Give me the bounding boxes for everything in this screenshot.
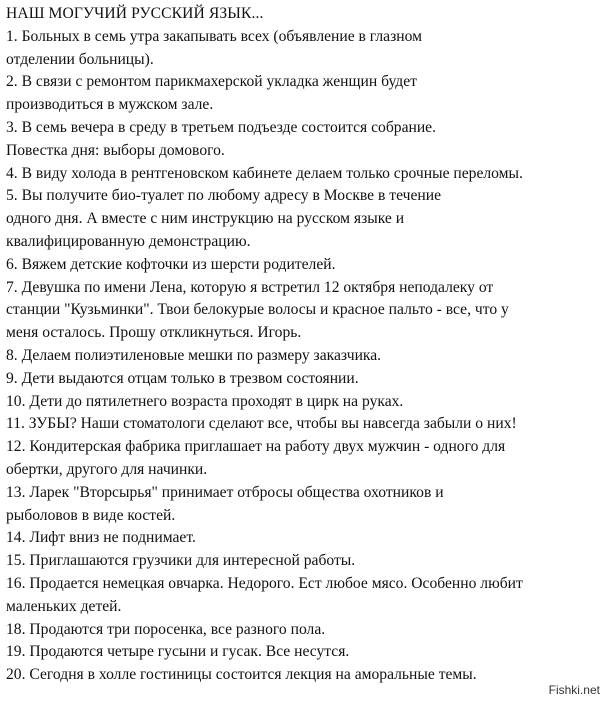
announcement-line: 20. Сегодня в холле гостиницы состоится лекция на аморальные темы. [6,666,477,684]
announcement-item [6,573,604,619]
announcement-line: 18. Продаются три поросенка, все разного пола. [6,620,326,638]
announcement-line: 5. Вы получите био-туалет по любому адресу в Москве в течение [6,187,441,205]
announcement-line: рыболовов в виде костей. [6,506,176,524]
announcement-item [6,550,604,573]
announcement-line: 2. В связи с ремонтом парикмахерской укладка женщин будет [6,73,417,91]
announcement-list [6,26,604,687]
announcement-line: отделении больницы). [6,50,154,68]
announcement-item [6,413,604,436]
document [6,3,604,687]
announcement-line: 10. Дети до пятилетнего возраста проходят в цирк на руках. [6,392,404,410]
announcement-line: обертки, другого для начинки. [6,460,208,478]
announcement-line: 14. Лифт вниз не поднимает. [6,529,196,547]
announcement-item [6,26,604,72]
announcement-line: 6. Вяжем детские кофточки из шерсти родителей. [6,255,336,273]
announcement-item [6,254,604,277]
announcement-item [6,641,604,664]
announcement-item [6,664,604,687]
announcement-item [6,482,604,528]
announcement-item [6,368,604,391]
announcement-item [6,185,604,253]
announcement-line: квалифицированную демонстрацию. [6,232,251,250]
announcement-item [6,277,604,345]
announcement-item [6,117,604,163]
announcement-item [6,163,604,186]
announcement-line: 3. В семь вечера в среду в третьем подъезде состоится собрание. [6,118,437,136]
announcement-line: 15. Приглашаются грузчики для интересной работы. [6,552,356,570]
announcement-line: 1. Больных в семь утра закапывать всех (объявление в глазном [6,27,422,45]
announcement-line: маленьких детей. [6,597,122,615]
announcement-line: 7. Девушка по имени Лена, которую я встретил 12 октября неподалеку от [6,278,494,296]
announcement-item [6,71,604,117]
document-title: НАШ МОГУЧИЙ РУССКИЙ ЯЗЫК... [6,5,264,22]
announcement-line: 13. Ларек "Вторсырья" принимает отбросы общества охотников и [6,483,444,501]
announcement-item [6,619,604,642]
announcement-line: производиться в мужском зале. [6,96,214,114]
announcement-item [6,527,604,550]
announcement-line: Повестка дня: выборы домового. [6,141,225,159]
announcement-line: 16. Продается немецкая овчарка. Недорого. Ест любое мясо. Особенно любит [6,574,523,592]
announcement-item [6,391,604,414]
announcement-line: 11. ЗУБЫ? Наши стоматологи сделают все, чтобы вы навсегда забыли о них! [6,415,517,433]
announcement-line: одного дня. А вместе с ним инструкцию на русском языке и [6,210,405,228]
announcement-line: 4. В виду холода в рентгеновском кабинете делаем только срочные переломы. [6,164,523,182]
watermark-logo: Fishki.net [545,682,604,699]
announcement-line: 8. Делаем полиэтиленовые мешки по размеру заказчика. [6,346,382,364]
announcement-line: 12. Кондитерская фабрика приглашает на работу двух мужчин - одного для [6,438,506,456]
announcement-item [6,345,604,368]
announcement-line: меня осталось. Прошу откликнуться. Игорь. [6,324,302,342]
announcement-item [6,436,604,482]
announcement-line: 9. Дети выдаются отцам только в трезвом состоянии. [6,369,359,387]
announcement-line: 19. Продаются четыре гусыни и гусак. Все несутся. [6,643,350,661]
announcement-line: станции "Кузьминки". Твои белокурые волосы и красное пальто - все, что у [6,301,509,319]
